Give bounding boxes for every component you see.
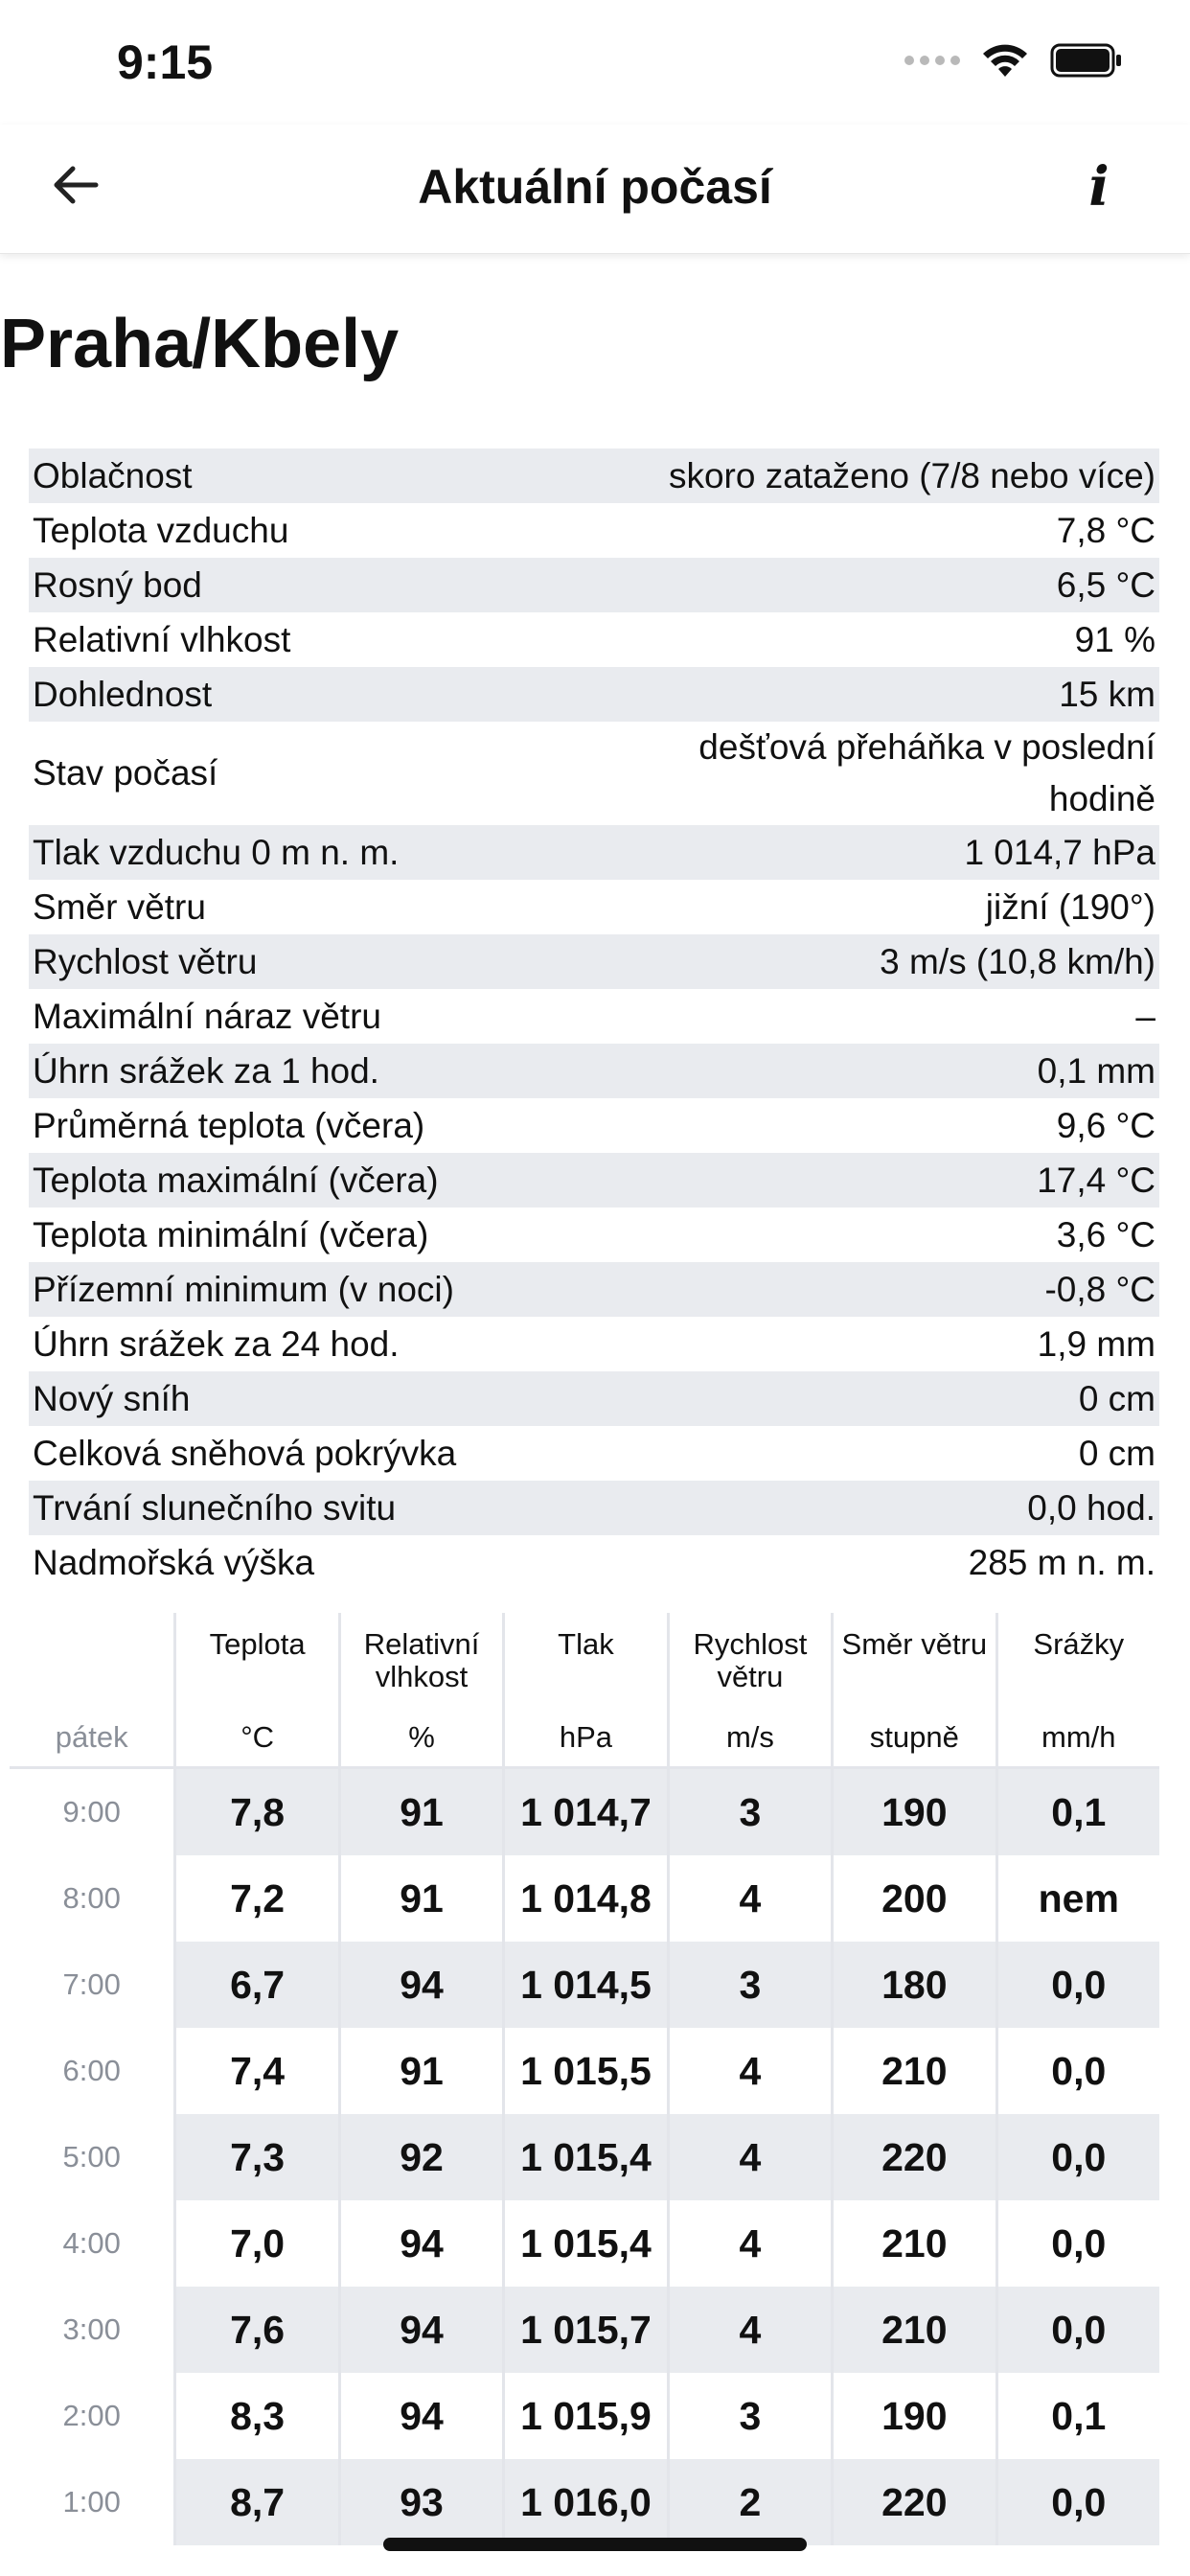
info-value: 17,4 °C: [1037, 1160, 1156, 1200]
history-body: [10, 1766, 1159, 2545]
table-cell: 4: [670, 2028, 834, 2114]
table-cell: 1 015,4: [505, 2114, 669, 2200]
row-time: 1:00: [10, 2459, 176, 2545]
table-cell: 92: [341, 2114, 505, 2200]
table-cell: 210: [834, 2200, 997, 2287]
info-label: Celková sněhová pokrývka: [33, 1433, 457, 1473]
table-cell: 94: [341, 1942, 505, 2028]
info-row: [29, 1317, 1159, 1371]
info-value: skoro zataženo (7/8 nebo více): [668, 455, 1156, 495]
info-label: Úhrn srážek za 24 hod.: [33, 1323, 400, 1364]
row-time: 2:00: [10, 2373, 176, 2459]
table-cell: 1 015,7: [505, 2287, 669, 2373]
table-cell: 91: [341, 2028, 505, 2114]
table-cell: 0,0: [1051, 2220, 1107, 2266]
info-label: Průměrná teplota (včera): [33, 1105, 425, 1145]
info-value: 15 km: [1059, 674, 1156, 714]
table-cell: 4: [670, 2287, 834, 2373]
table-row: [10, 2287, 1159, 2373]
info-value: -0,8 °C: [1044, 1269, 1156, 1309]
table-cell: 1 016,0: [505, 2459, 669, 2545]
table-cell: 8,3: [176, 2373, 340, 2459]
info-label: Rychlost větru: [33, 941, 258, 981]
column-unit: %: [408, 1720, 435, 1754]
history-day-header: [10, 1613, 176, 1766]
table-cell: 1 014,5: [505, 1942, 669, 2028]
table-cell: 0,0: [1051, 2048, 1107, 2093]
info-row: [29, 558, 1159, 612]
table-row: [10, 1769, 1159, 1855]
table-cell: 220: [834, 2114, 997, 2200]
info-value: 0 cm: [1078, 1433, 1156, 1473]
table-cell: nem: [1038, 1875, 1119, 1920]
status-time: 9:15: [117, 35, 214, 89]
info-label: Nadmořská výška: [33, 1542, 315, 1582]
table-cell: 3: [670, 2373, 834, 2459]
info-label: Relativní vlhkost: [33, 619, 291, 659]
table-cell: 180: [834, 1942, 997, 2028]
info-value: 285 m n. m.: [968, 1542, 1156, 1582]
info-row: [29, 1371, 1159, 1426]
table-cell: 3: [670, 1769, 834, 1855]
table-cell: 91: [341, 1769, 505, 1855]
info-label: Teplota minimální (včera): [33, 1214, 429, 1254]
hourly-history-table: [10, 1613, 1159, 2545]
table-cell: 1 015,9: [505, 2373, 669, 2459]
column-name: Teplota: [209, 1627, 306, 1661]
info-value: 91 %: [1074, 619, 1156, 659]
info-label: Tlak vzduchu 0 m n. m.: [33, 832, 400, 872]
row-time: 3:00: [10, 2287, 176, 2373]
table-cell: 200: [834, 1855, 997, 1942]
table-cell: 7,6: [176, 2287, 340, 2373]
table-cell: 210: [834, 2028, 997, 2114]
history-column-header: [834, 1613, 997, 1766]
column-name: Srážky: [1033, 1627, 1125, 1661]
info-value: jižní (190°): [985, 886, 1156, 927]
column-name: Relativní vlhkost: [363, 1627, 480, 1693]
table-cell: 0,0: [998, 1942, 1159, 2028]
history-column-header: [670, 1613, 834, 1766]
table-cell: 94: [341, 2200, 505, 2287]
column-unit: mm/h: [1041, 1720, 1116, 1754]
info-button[interactable]: i: [1088, 155, 1110, 218]
column-unit: hPa: [559, 1720, 613, 1754]
info-label: Stav počasí: [33, 753, 218, 793]
info-label: Nový sníh: [33, 1378, 191, 1418]
table-cell: 4: [670, 1855, 834, 1942]
info-row: [29, 1098, 1159, 1153]
info-value: 3,6 °C: [1056, 1214, 1156, 1254]
status-bar: [0, 0, 1190, 125]
table-cell: 0,1: [1051, 2393, 1107, 2438]
table-cell: 0,1: [998, 1769, 1159, 1855]
info-value: –: [1135, 996, 1156, 1036]
info-row: [29, 1044, 1159, 1098]
table-cell: 94: [341, 2287, 505, 2373]
info-row: [29, 1535, 1159, 1590]
info-value: 7,8 °C: [1056, 510, 1156, 550]
table-cell: 190: [834, 2373, 997, 2459]
row-time: 9:00: [10, 1769, 176, 1855]
info-value: 1,9 mm: [1037, 1323, 1156, 1364]
table-cell: 220: [834, 2459, 997, 2545]
navigation-bar: [0, 125, 1190, 254]
table-cell: 7,4: [176, 2028, 340, 2114]
row-time: 4:00: [10, 2200, 176, 2287]
table-row: [10, 1942, 1159, 2028]
row-time: 6:00: [10, 2028, 176, 2114]
column-name: Tlak: [558, 1627, 614, 1661]
info-value: 0 cm: [1078, 1378, 1156, 1418]
info-label: Teplota maximální (včera): [33, 1160, 439, 1200]
table-cell: 3: [670, 1942, 834, 2028]
table-row: [10, 2200, 1159, 2287]
table-row: [10, 2459, 1159, 2545]
station-name: Praha/Kbely: [0, 306, 400, 382]
history-header: [10, 1613, 1159, 1766]
info-value: 3 m/s (10,8 km/h): [880, 941, 1156, 981]
column-unit: stupně: [869, 1720, 959, 1754]
info-row: [29, 667, 1159, 722]
page-title: Aktuální počasí: [418, 160, 772, 214]
table-cell: 7,8: [176, 1769, 340, 1855]
info-row: [29, 1481, 1159, 1535]
info-row: [29, 1153, 1159, 1208]
info-label: Oblačnost: [33, 455, 193, 495]
history-column-header: [341, 1613, 505, 1766]
table-cell: 91: [341, 1855, 505, 1942]
table-cell: 2: [670, 2459, 834, 2545]
table-cell: 7,2: [176, 1855, 340, 1942]
info-row: [29, 989, 1159, 1044]
table-cell: 0,0: [998, 2114, 1159, 2200]
home-indicator: [383, 2538, 807, 2551]
info-value: dešťová přeháňka v poslední hodině: [698, 727, 1156, 818]
row-time: 7:00: [10, 1942, 176, 2028]
info-value: 0,0 hod.: [1027, 1487, 1156, 1528]
info-label: Trvání slunečního svitu: [33, 1487, 397, 1528]
column-unit: m/s: [725, 1720, 774, 1754]
info-row: [29, 612, 1159, 667]
column-name: Směr větru: [841, 1627, 988, 1661]
table-cell: 210: [834, 2287, 997, 2373]
history-column-header: [176, 1613, 340, 1766]
table-cell: 1 015,5: [505, 2028, 669, 2114]
info-value: 0,1 mm: [1037, 1050, 1156, 1091]
table-row: [10, 2373, 1159, 2459]
info-row: [29, 503, 1159, 558]
info-label: Úhrn srážek za 1 hod.: [33, 1050, 379, 1091]
table-cell: 4: [670, 2114, 834, 2200]
info-row: [29, 825, 1159, 880]
table-row: [10, 1855, 1159, 1942]
cellular-signal-icon: [904, 56, 960, 65]
info-row: [29, 1208, 1159, 1262]
info-label: Rosný bod: [33, 564, 202, 605]
table-cell: 190: [834, 1769, 997, 1855]
table-cell: 7,0: [176, 2200, 340, 2287]
column-name: Rychlost větru: [693, 1627, 808, 1693]
table-cell: 1 015,4: [505, 2200, 669, 2287]
table-cell: 94: [341, 2373, 505, 2459]
table-cell: 0,0: [998, 2287, 1159, 2373]
info-row: [29, 448, 1159, 503]
row-time: 5:00: [10, 2114, 176, 2200]
table-cell: 4: [670, 2200, 834, 2287]
history-column-header: [998, 1613, 1159, 1766]
wifi-icon: [981, 42, 1029, 79]
table-cell: 0,0: [998, 2459, 1159, 2545]
info-label: Teplota vzduchu: [33, 510, 289, 550]
table-cell: 7,3: [176, 2114, 340, 2200]
info-row: [29, 722, 1159, 825]
info-label: Dohlednost: [33, 674, 213, 714]
info-value: 6,5 °C: [1056, 564, 1156, 605]
info-value: 9,6 °C: [1056, 1105, 1156, 1145]
table-row: [10, 2028, 1159, 2114]
history-column-header: [505, 1613, 669, 1766]
table-cell: 8,7: [176, 2459, 340, 2545]
table-cell: 6,7: [176, 1942, 340, 2028]
info-row: [29, 1426, 1159, 1481]
table-row: [10, 2114, 1159, 2200]
info-label: Směr větru: [33, 886, 206, 927]
row-time: 8:00: [10, 1855, 176, 1942]
info-row: [29, 1262, 1159, 1317]
table-cell: 1 014,8: [505, 1855, 669, 1942]
history-day: pátek: [55, 1720, 128, 1754]
info-value: 1 014,7 hPa: [964, 832, 1156, 872]
info-row: [29, 934, 1159, 989]
table-cell: 1 014,7: [505, 1769, 669, 1855]
status-icons: [904, 42, 1123, 79]
column-unit: °C: [240, 1720, 274, 1754]
info-label: Přízemní minimum (v noci): [33, 1269, 454, 1309]
info-row: [29, 880, 1159, 934]
current-weather-table: [29, 448, 1159, 1590]
battery-icon: [1050, 42, 1123, 79]
info-label: Maximální náraz větru: [33, 996, 381, 1036]
table-cell: 93: [341, 2459, 505, 2545]
